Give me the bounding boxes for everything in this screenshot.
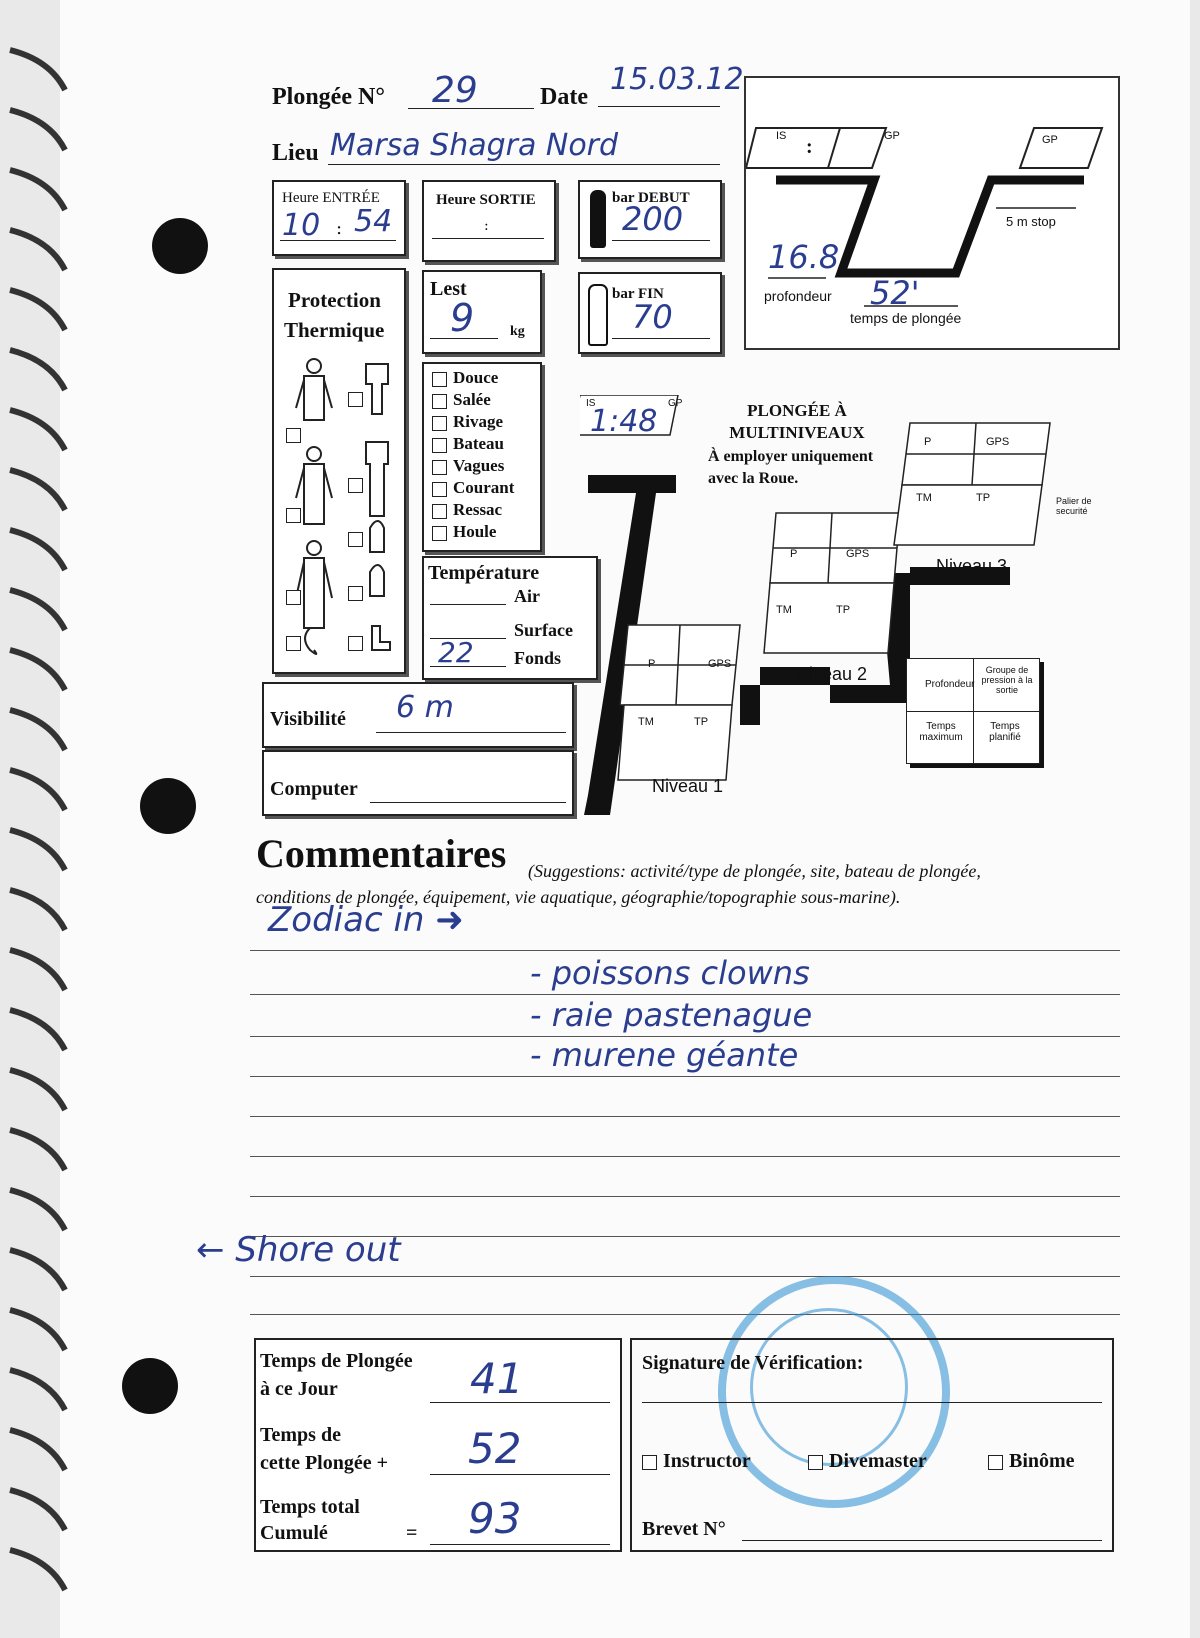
- entry-minutes: 54: [354, 204, 393, 239]
- thermal-checkbox-swimsuit[interactable]: [286, 428, 301, 443]
- signature-line[interactable]: [642, 1402, 1102, 1403]
- level3-tp: TP: [976, 492, 991, 504]
- level3-gps: GPS: [986, 436, 1010, 448]
- computer-underline: [370, 802, 566, 803]
- condition-label: Houle: [453, 522, 497, 541]
- checkbox[interactable]: [432, 460, 447, 475]
- thermal-checkbox-drysuit[interactable]: [286, 590, 301, 605]
- multilevel-subtitle: À employer uniquement avec la Roue.: [708, 448, 874, 487]
- level1-tm: TM: [638, 716, 654, 728]
- dive-time-label: temps de plongée: [850, 310, 962, 326]
- weight-unit: kg: [510, 324, 525, 339]
- place-label: Lieu: [272, 140, 319, 166]
- total-equals: =: [406, 1522, 418, 1544]
- temperature-box[interactable]: [422, 556, 598, 680]
- surface-label: Surface: [514, 620, 573, 640]
- binder-hole-bottom: [122, 1358, 178, 1414]
- this-dive-label-1: Temps de: [260, 1424, 341, 1446]
- condition-douce[interactable]: [432, 368, 498, 388]
- thermal-title-line2: Thermique: [284, 318, 385, 342]
- temperature-title: Température: [428, 562, 540, 584]
- level2-tm: TM: [776, 604, 792, 616]
- legend-divider-v: [973, 659, 974, 763]
- entry-time-box[interactable]: [272, 180, 406, 256]
- level1-p: P: [648, 658, 656, 670]
- start-pressure-box[interactable]: [578, 180, 722, 259]
- comment-text-2: - poissons clowns: [530, 954, 810, 992]
- checkbox[interactable]: [988, 1455, 1003, 1470]
- legend-group: Groupe de pression à la sortie: [981, 665, 1033, 695]
- condition-label: Courant: [453, 478, 515, 497]
- multilevel-title: PLONGÉE À MULTINIVEAUX: [729, 401, 865, 442]
- comment-text-4: - murene géante: [530, 1036, 799, 1074]
- brevet-label: Brevet N°: [642, 1518, 726, 1540]
- weight-box[interactable]: [422, 270, 542, 354]
- thermal-checkbox-hood[interactable]: [286, 636, 301, 651]
- total-value: 93: [468, 1494, 522, 1543]
- place-value: Marsa Shagra Nord: [330, 128, 619, 163]
- exit-separator: :: [484, 218, 489, 234]
- multilevel-gp-label: GP: [668, 398, 683, 409]
- comment-text-1: Zodiac in ➜: [268, 900, 464, 940]
- comments-title: Commentaires: [256, 831, 507, 876]
- level1-gps: GPS: [708, 658, 732, 670]
- instructor-label: Instructor: [663, 1450, 751, 1472]
- checkbox[interactable]: [432, 504, 447, 519]
- checkbox[interactable]: [808, 1455, 823, 1470]
- comment-line-6[interactable]: [250, 1156, 1120, 1157]
- visibility-box[interactable]: [262, 682, 574, 748]
- max-depth-value: 16.8: [768, 238, 840, 276]
- profile-gp2-label: GP: [1042, 134, 1058, 146]
- computer-label: Computer: [270, 778, 358, 800]
- spiral-binding: [0, 40, 80, 1620]
- this-dive-value: 52: [468, 1424, 522, 1473]
- comment-line-7[interactable]: [250, 1196, 1120, 1197]
- to-date-value: 41: [470, 1354, 524, 1403]
- multilevel-legend: [906, 658, 1040, 764]
- checkbox[interactable]: [432, 394, 447, 409]
- bottom-label: Fonds: [514, 648, 562, 668]
- thermal-checkbox-shorty[interactable]: [348, 392, 363, 407]
- depth-label: profondeur: [764, 288, 832, 304]
- level1-tp: TP: [694, 716, 709, 728]
- entry-time-label: Heure ENTRÉE: [282, 190, 380, 206]
- profile-diagram: [746, 78, 1118, 348]
- brevet-field[interactable]: [742, 1540, 1102, 1541]
- thermal-title-line1: Protection: [288, 288, 381, 312]
- date-field[interactable]: [598, 106, 720, 107]
- start-pressure-value: 200: [622, 200, 684, 238]
- legend-max-time: Temps maximum: [919, 721, 963, 743]
- visibility-value: 6 m: [396, 690, 454, 725]
- thermal-checkbox-fullsuit[interactable]: [348, 478, 363, 493]
- binder-hole-top: [152, 218, 208, 274]
- total-label-1: Temps total: [260, 1496, 360, 1518]
- multilevel-is-value: 1:48: [590, 404, 658, 439]
- multilevel-is-label: IS: [586, 398, 596, 409]
- dive-number-label: Plongée N°: [272, 84, 385, 110]
- visibility-underline: [376, 732, 566, 733]
- thermal-checkbox-mitts[interactable]: [348, 586, 363, 601]
- signature-title: Signature de Vérification:: [642, 1352, 864, 1374]
- level2-gps: GPS: [846, 548, 870, 560]
- thermal-checkbox-wetsuit[interactable]: [286, 508, 301, 523]
- role-divemaster[interactable]: [808, 1450, 927, 1473]
- safety-stop-label-multilevel: Palier de securité: [1056, 496, 1092, 516]
- thermal-checkbox-gloves[interactable]: [348, 532, 363, 547]
- comment-text-5: ← Shore out: [196, 1230, 401, 1270]
- condition-label: Douce: [453, 368, 499, 387]
- checkbox[interactable]: [432, 526, 447, 541]
- thermal-protection-box: [272, 268, 406, 674]
- dive-totals-box: [254, 1338, 622, 1552]
- binder-hole-middle: [140, 778, 196, 834]
- checkbox[interactable]: [432, 482, 447, 497]
- condition-label: Ressac: [453, 500, 503, 519]
- comment-line-10[interactable]: [250, 1314, 1120, 1315]
- entry-hour: 10: [282, 208, 321, 243]
- entry-separator: :: [336, 218, 343, 239]
- this-dive-underline[interactable]: [430, 1474, 610, 1475]
- visibility-label: Visibilité: [270, 708, 346, 730]
- condition-salee[interactable]: [432, 390, 491, 410]
- level1-label: Niveau 1: [652, 776, 724, 796]
- role-instructor[interactable]: [642, 1450, 751, 1473]
- end-pressure-underline: [612, 338, 710, 339]
- checkbox[interactable]: [642, 1455, 657, 1470]
- start-pressure-underline: [612, 240, 710, 241]
- dive-profile-box[interactable]: [744, 76, 1120, 350]
- level2-p: P: [790, 548, 798, 560]
- level3-tm: TM: [916, 492, 932, 504]
- level2-tp: TP: [836, 604, 851, 616]
- level3-label: Niveau 3: [936, 556, 1008, 576]
- air-field[interactable]: [430, 604, 506, 605]
- exit-underline: [432, 238, 544, 239]
- conditions-box: [422, 362, 542, 552]
- to-date-underline[interactable]: [430, 1402, 610, 1403]
- to-date-label-2: à ce Jour: [260, 1378, 338, 1400]
- date-label: Date: [540, 84, 588, 110]
- profile-is-separator: :: [806, 136, 813, 158]
- weight-label: Lest: [430, 278, 467, 300]
- end-pressure-box[interactable]: [578, 272, 722, 354]
- checkbox[interactable]: [432, 438, 447, 453]
- condition-courant[interactable]: [432, 478, 514, 498]
- tank-icon: [590, 190, 606, 248]
- total-label-2: Cumulé: [260, 1522, 328, 1544]
- thermal-checkbox-boots[interactable]: [348, 636, 363, 651]
- exit-time-box[interactable]: [422, 180, 556, 262]
- comment-text-3: - raie pastenague: [530, 996, 813, 1034]
- weight-underline: [430, 338, 498, 339]
- signature-box: [630, 1338, 1114, 1552]
- dive-number-value: 29: [432, 70, 478, 111]
- profile-gp-label: GP: [884, 130, 900, 142]
- condition-rivage[interactable]: [432, 412, 503, 432]
- entry-underline: [280, 240, 396, 241]
- level3-p: P: [924, 436, 932, 448]
- place-field[interactable]: [328, 164, 720, 165]
- condition-bateau[interactable]: [432, 434, 504, 454]
- condition-label: Salée: [453, 390, 491, 409]
- condition-vagues[interactable]: [432, 456, 504, 476]
- checkbox[interactable]: [432, 416, 447, 431]
- computer-box[interactable]: [262, 750, 574, 816]
- to-date-label-1: Temps de Plongée: [260, 1350, 413, 1372]
- comments-suggestions: (Suggestions: activité/type de plongée, site, bateau de plongée, conditions de plongée, équipement, vie aquatique, géographie/topographie sous-marine).: [256, 861, 981, 907]
- comment-line-2[interactable]: [250, 994, 1120, 995]
- tank-outline-icon: [588, 284, 608, 346]
- comment-line-4[interactable]: [250, 1076, 1120, 1077]
- dive-time-value: 52': [870, 274, 920, 312]
- condition-label: Vagues: [453, 456, 505, 475]
- bottom-field[interactable]: [430, 666, 506, 667]
- start-pressure-label: bar DEBUT: [612, 190, 690, 206]
- condition-houle[interactable]: [432, 522, 496, 542]
- bottom-temperature-value: 22: [438, 636, 474, 669]
- exit-time-label: Heure SORTIE: [436, 192, 536, 208]
- comment-line-5[interactable]: [250, 1116, 1120, 1117]
- divemaster-label: Divemaster: [829, 1450, 927, 1472]
- this-dive-label-2: cette Plongée +: [260, 1452, 388, 1474]
- comment-line-9[interactable]: [250, 1276, 1120, 1277]
- role-buddy[interactable]: [988, 1450, 1075, 1473]
- end-pressure-value: 70: [632, 298, 673, 336]
- level2-label: Niveau 2: [796, 664, 868, 684]
- weight-value: 9: [450, 296, 475, 340]
- comment-line-1[interactable]: [250, 950, 1120, 951]
- condition-ressac[interactable]: [432, 500, 502, 520]
- legend-planned-time: Temps planifié: [989, 721, 1021, 743]
- condition-label: Bateau: [453, 434, 504, 453]
- safety-stop-label: 5 m stop: [1006, 214, 1056, 229]
- buddy-label: Binôme: [1009, 1450, 1075, 1472]
- legend-depth: Profondeur: [925, 679, 975, 690]
- date-value: 15.03.12: [610, 62, 744, 97]
- profile-is-label: IS: [776, 130, 787, 142]
- condition-label: Rivage: [453, 412, 504, 431]
- total-underline[interactable]: [430, 1544, 610, 1545]
- air-label: Air: [514, 586, 540, 606]
- checkbox[interactable]: [432, 372, 447, 387]
- end-pressure-label: bar FIN: [612, 286, 664, 302]
